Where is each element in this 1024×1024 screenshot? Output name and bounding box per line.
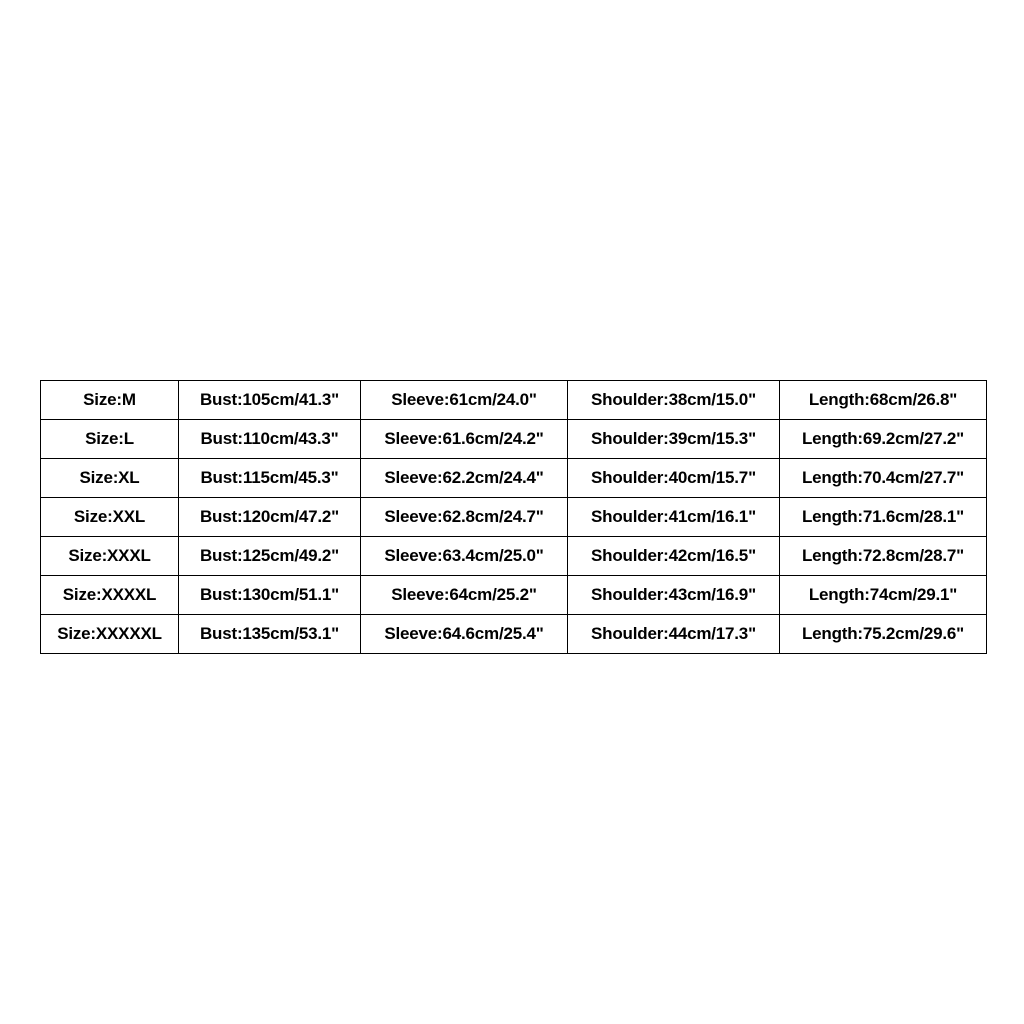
table-row xyxy=(41,459,987,498)
length-cell: Length:75.2cm/29.6" xyxy=(780,615,987,654)
size-cell: Size:XXXXXL xyxy=(41,615,179,654)
sleeve-cell: Sleeve:63.4cm/25.0" xyxy=(361,537,568,576)
size-cell: Size:XL xyxy=(41,459,179,498)
shoulder-cell: Shoulder:39cm/15.3" xyxy=(568,420,780,459)
sleeve-cell: Sleeve:64.6cm/25.4" xyxy=(361,615,568,654)
length-cell: Length:69.2cm/27.2" xyxy=(780,420,987,459)
shoulder-cell: Shoulder:44cm/17.3" xyxy=(568,615,780,654)
length-cell: Length:74cm/29.1" xyxy=(780,576,987,615)
sleeve-cell: Sleeve:61cm/24.0" xyxy=(361,381,568,420)
bust-cell: Bust:135cm/53.1" xyxy=(179,615,361,654)
size-cell: Size:L xyxy=(41,420,179,459)
shoulder-cell: Shoulder:43cm/16.9" xyxy=(568,576,780,615)
size-cell: Size:XXL xyxy=(41,498,179,537)
shoulder-cell: Shoulder:38cm/15.0" xyxy=(568,381,780,420)
length-cell: Length:72.8cm/28.7" xyxy=(780,537,987,576)
bust-cell: Bust:110cm/43.3" xyxy=(179,420,361,459)
shoulder-cell: Shoulder:42cm/16.5" xyxy=(568,537,780,576)
size-chart-body xyxy=(41,381,987,654)
shoulder-cell: Shoulder:40cm/15.7" xyxy=(568,459,780,498)
bust-cell: Bust:105cm/41.3" xyxy=(179,381,361,420)
table-row xyxy=(41,381,987,420)
size-cell: Size:XXXL xyxy=(41,537,179,576)
bust-cell: Bust:120cm/47.2" xyxy=(179,498,361,537)
size-cell: Size:XXXXL xyxy=(41,576,179,615)
table-row xyxy=(41,537,987,576)
sleeve-cell: Sleeve:62.8cm/24.7" xyxy=(361,498,568,537)
sleeve-cell: Sleeve:64cm/25.2" xyxy=(361,576,568,615)
sleeve-cell: Sleeve:62.2cm/24.4" xyxy=(361,459,568,498)
length-cell: Length:68cm/26.8" xyxy=(780,381,987,420)
sleeve-cell: Sleeve:61.6cm/24.2" xyxy=(361,420,568,459)
bust-cell: Bust:130cm/51.1" xyxy=(179,576,361,615)
table-row xyxy=(41,576,987,615)
table-row xyxy=(41,615,987,654)
bust-cell: Bust:125cm/49.2" xyxy=(179,537,361,576)
bust-cell: Bust:115cm/45.3" xyxy=(179,459,361,498)
table-row xyxy=(41,498,987,537)
table-row xyxy=(41,420,987,459)
size-cell: Size:M xyxy=(41,381,179,420)
shoulder-cell: Shoulder:41cm/16.1" xyxy=(568,498,780,537)
length-cell: Length:71.6cm/28.1" xyxy=(780,498,987,537)
size-chart-table xyxy=(40,380,987,654)
length-cell: Length:70.4cm/27.7" xyxy=(780,459,987,498)
